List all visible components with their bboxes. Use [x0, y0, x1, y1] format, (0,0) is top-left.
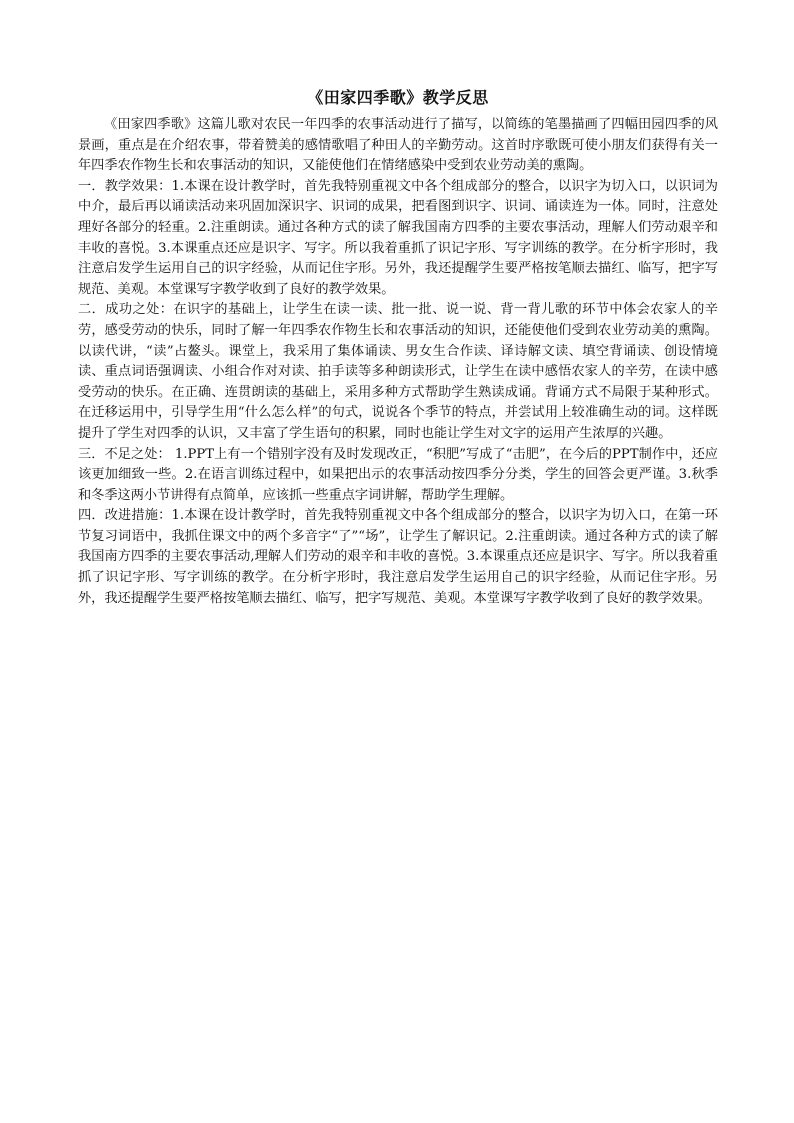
document-title: 《田家四季歌》教学反思: [307, 88, 489, 107]
intro-paragraph: 《田家四季歌》这篇儿歌对农民一年四季的农事活动进行了描写，以简练的笔墨描画了四幅田园四季的风景画，重点是在介绍农事，带着赞美的感情歌唱了种田人的辛勤劳动。这首时序歌既可使小朋友们获得有关一年四季农作物生长和农事活动的知识，又能使他们在情绪感染中受到农业劳动美的熏陶。: [78, 117, 718, 174]
section-shortcomings: 三．不足之处： 1.PPT上有一个错别字没有及时发现改正，“积肥”写成了“击肥”，在今后的PPT制作中，还应该更加细致一些。2.在语言训练过程中，如果把出示的农事活动按四季分分类，学生的回答会更严谨。3.秋季和冬季这两小节讲得有点简单，应该抓一些重点字词讲解，帮助学生理解。: [78, 446, 718, 503]
section-improvements: 四．改进措施：1.本课在设计教学时，首先我特别重视文中各个组成部分的整合，以识字为切入口，在第一环节复习词语中，我抓住课文中的两个多音字“了”“场”，让学生了解识记。2.注重朗读。通过各种方式的读了解我国南方四季的主要农事活动,理解人们劳动的艰辛和丰收的喜悦。3.本课重点还应是识字、写字。所以我着重抓了识记字形、写字训练的教学。在分析字形时，我注意启发学生运用自己的识字经验，从而记住字形。另外，我还提醒学生要严格按笔顺去描红、临写，把字写规范、美观。本堂课写字教学收到了良好的教学效果。: [78, 508, 718, 606]
document-page: [78, 86, 718, 609]
section-success: 二．成功之处：在识字的基础上，让学生在读一读、批一批、说一说、背一背儿歌的环节中体会农家人的辛劳，感受劳动的快乐，同时了解一年四季农作物生长和农事活动的知识，还能使他们受到农业劳动美的熏陶。以读代讲，“读”占鳌头。课堂上，我采用了集体诵读、男女生合作读、译诗解文读、填空背诵读、创设情境读、重点词语强调读、小组合作对对读、拍手读等多种朗读形式，让学生在读中感悟农家人的辛劳，在读中感受劳动的快乐。在正确、连贯朗读的基础上，采用多种方式帮助学生熟读成诵。背诵方式不局限于某种形式。在迁移运用中，引导学生用“什么怎么样”的句式，说说各个季节的特点，并尝试用上较准确生动的词。这样既提升了学生对四季的认识，又丰富了学生语句的积累，同时也能让学生对文字的运用产生浓厚的兴趣。: [78, 302, 718, 441]
section-teaching-effect: 一．教学效果：1.本课在设计教学时，首先我特别重视文中各个组成部分的整合，以识字为切入口，以识词为中介，最后再以诵读活动来巩固加深识字、识词的成果，把看图到识字、识词、诵读连为一体。同时，注意处理好各部分的轻重。2.注重朗读。通过各种方式的读了解我国南方四季的主要农事活动，理解人们劳动艰辛和丰收的喜悦。3.本课重点还应是识字、写字。所以我着重抓了识记字形、写字训练的教学。在分析字形时，我注意启发学生运用自己的识字经验，从而记住字形。另外，我还提醒学生要严格按笔顺去描红、临写，把字写规范、美观。本堂课写字教学收到了良好的教学效果。: [78, 178, 718, 297]
